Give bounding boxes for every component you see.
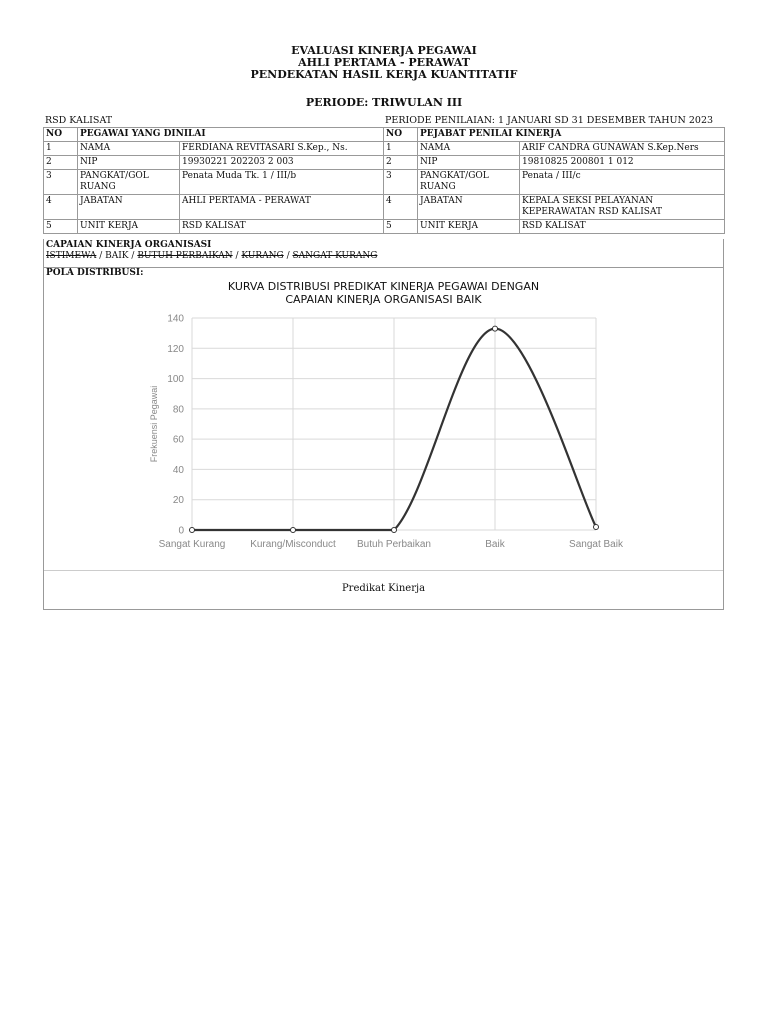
- data-point: [493, 326, 498, 331]
- data-point: [291, 528, 296, 533]
- data-point: [392, 528, 397, 533]
- table-row: [44, 170, 725, 195]
- pola-distribusi-section: [43, 267, 724, 610]
- periode-title: PERIODE: TRIWULAN III: [305, 96, 463, 109]
- option-baik: BAIK: [105, 251, 129, 261]
- chart-divider: [44, 570, 723, 571]
- row-no-right: 2: [384, 156, 418, 170]
- option-butuh-perbaikan: BUTUH PERBAIKAN: [137, 251, 233, 261]
- option-kurang: KURANG: [241, 251, 284, 261]
- info-table: [43, 127, 725, 234]
- option-separator: /: [96, 251, 106, 261]
- data-point: [594, 524, 599, 529]
- chart-x-caption: Predikat Kinerja: [341, 583, 426, 594]
- row-value: RSD KALISAT: [180, 220, 384, 234]
- row-value-right: Penata / III/c: [520, 170, 725, 195]
- option-separator: /: [128, 251, 138, 261]
- table-row: [44, 195, 725, 220]
- row-value-right: ARIF CANDRA GUNAWAN S.Kep.Ners: [520, 142, 725, 156]
- row-value: AHLI PERTAMA - PERAWAT: [180, 195, 384, 220]
- y-tick-label: 140: [167, 313, 184, 325]
- row-label-right: JABATAN: [418, 195, 520, 220]
- row-label: UNIT KERJA: [78, 220, 180, 234]
- y-tick-label: 20: [172, 495, 184, 507]
- periode-penilaian: PERIODE PENILAIAN: 1 JANUARI SD 31 DESEMBER TAHUN 2023: [385, 115, 714, 126]
- row-no-right: 4: [384, 195, 418, 220]
- chart-title-line-2: CAPAIAN KINERJA ORGANISASI BAIK: [285, 293, 482, 306]
- row-value-right: 19810825 200801 1 012: [520, 156, 725, 170]
- row-label: JABATAN: [78, 195, 180, 220]
- header-no-right: NO: [384, 128, 418, 142]
- row-value: 19930221 202203 2 003: [180, 156, 384, 170]
- title-line-1: EVALUASI KINERJA PEGAWAI: [291, 44, 477, 57]
- row-no: 2: [44, 156, 78, 170]
- header-pejabat-penilai: PEJABAT PENILAI KINERJA: [418, 128, 725, 142]
- header-pegawai-dinilai: PEGAWAI YANG DINILAI: [78, 128, 384, 142]
- y-tick-label: 0: [178, 525, 184, 537]
- row-label: NIP: [78, 156, 180, 170]
- option-separator: /: [232, 251, 242, 261]
- x-tick-label: Kurang/Misconduct: [250, 539, 336, 550]
- row-no: 4: [44, 195, 78, 220]
- capaian-options: [46, 251, 721, 261]
- chart-title-line-1: KURVA DISTRIBUSI PREDIKAT KINERJA PEGAWAI DENGAN: [227, 280, 540, 293]
- row-value: Penata Muda Tk. 1 / III/b: [180, 170, 384, 195]
- row-label-right: UNIT KERJA: [418, 220, 520, 234]
- row-no-right: 5: [384, 220, 418, 234]
- row-no: 1: [44, 142, 78, 156]
- table-row: [44, 220, 725, 234]
- option-separator: /: [283, 251, 293, 261]
- unit-label: RSD KALISAT: [45, 115, 113, 126]
- row-label: NAMA: [78, 142, 180, 156]
- option-sangat-kurang: SANGAT KURANG: [292, 251, 378, 261]
- y-tick-label: 100: [167, 374, 184, 386]
- y-axis-label: Frekuensi Pegawai: [149, 385, 159, 463]
- row-value-right: KEPALA SEKSI PELAYANAN KEPERAWATAN RSD KALISAT: [520, 195, 725, 220]
- capaian-label: CAPAIAN KINERJA ORGANISASI: [46, 240, 212, 250]
- table-header-row: [44, 128, 725, 142]
- title-line-2: AHLI PERTAMA - PERAWAT: [298, 56, 470, 69]
- table-row: [44, 142, 725, 156]
- row-no: 5: [44, 220, 78, 234]
- data-point: [190, 528, 195, 533]
- row-label-right: PANGKAT/GOL RUANG: [418, 170, 520, 195]
- row-value: FERDIANA REVITASARI S.Kep., Ns.: [180, 142, 384, 156]
- y-tick-label: 120: [167, 343, 184, 355]
- row-label-right: NAMA: [418, 142, 520, 156]
- row-label: PANGKAT/GOL RUANG: [78, 170, 180, 195]
- y-tick-label: 40: [172, 464, 184, 476]
- pola-label: POLA DISTRIBUSI:: [46, 268, 144, 278]
- row-label-right: NIP: [418, 156, 520, 170]
- row-no: 3: [44, 170, 78, 195]
- y-tick-label: 80: [172, 404, 184, 416]
- x-tick-label: Sangat Baik: [569, 539, 623, 550]
- table-row: [44, 156, 725, 170]
- row-no-right: 1: [384, 142, 418, 156]
- header-no-left: NO: [44, 128, 78, 142]
- x-tick-label: Butuh Perbaikan: [357, 539, 431, 550]
- x-tick-label: Baik: [485, 539, 505, 550]
- y-tick-label: 60: [172, 434, 184, 446]
- title-line-3: PENDEKATAN HASIL KERJA KUANTITATIF: [250, 68, 518, 81]
- distribution-chart: [44, 267, 723, 567]
- option-istimewa: ISTIMEWA: [46, 251, 97, 261]
- row-no-right: 3: [384, 170, 418, 195]
- x-tick-label: Sangat Kurang: [158, 539, 226, 550]
- capaian-section: [43, 239, 724, 268]
- row-value-right: RSD KALISAT: [520, 220, 725, 234]
